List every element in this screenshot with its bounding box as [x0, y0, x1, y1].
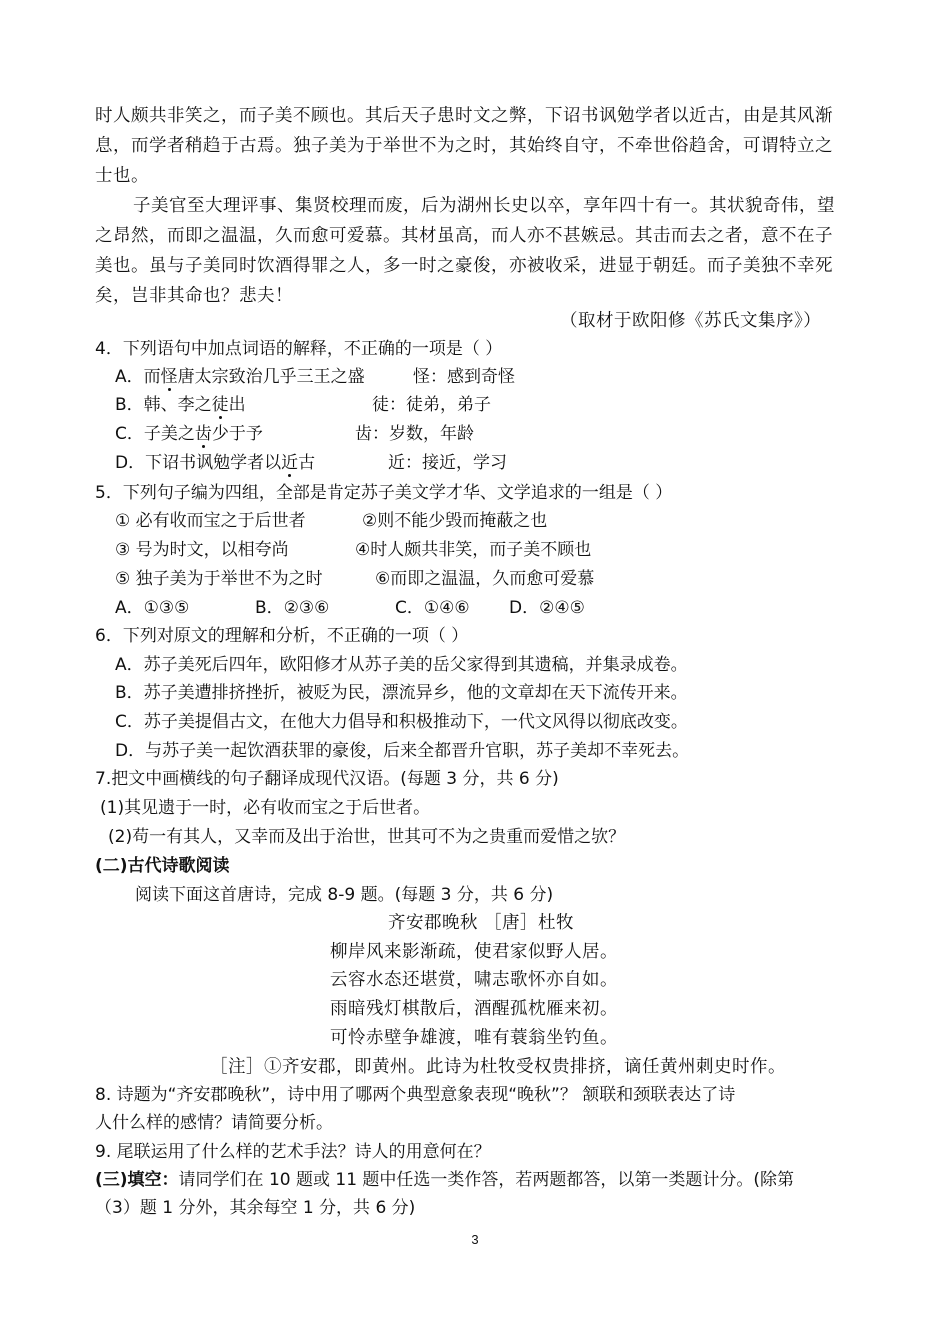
passage-line: 子美官至大理评事、集贤校理而废，后为湖州长史以卒，享年四十有一。其状貌奇伟，望: [133, 196, 835, 216]
q4-option-a: A．而怪唐太宗致治几乎三王之盛: [115, 367, 365, 387]
q4-option-d-explanation: 近：接近，学习: [388, 453, 507, 473]
q6-option-a: A．苏子美死后四年，欧阳修才从苏子美的岳父家得到其遗稿，并集录成卷。: [115, 655, 688, 675]
question-6-stem: 6．下列对原文的理解和分析，不正确的一项（ ）: [95, 626, 469, 646]
passage-line: 士也。: [95, 166, 149, 186]
q7-sentence-2: (2)苟一有其人，又幸而及出于治世，世其可不为之贵重而爱惜之欤？: [108, 827, 626, 847]
q5-item: ⑤ 独子美为于举世不为之时: [115, 569, 323, 589]
question-4-stem: 4．下列语句中加点词语的解释，不正确的一项是（ ）: [95, 339, 503, 359]
q4-option-d: D．下诏书讽勉学者以近古: [115, 453, 316, 473]
poem-line: 云容水态还堪赏，啸志歌怀亦自如。: [330, 970, 618, 990]
q5-item: ②则不能少毁而掩蔽之也: [362, 511, 548, 531]
q7-sentence-1: (1)其见遗于一时，必有收而宝之于后世者。: [100, 798, 431, 818]
section-3-heading: (三)填空：: [95, 1170, 179, 1190]
q6-option-b: B．苏子美遭排挤挫折，被贬为民，漂流异乡，他的文章却在天下流传开来。: [115, 683, 688, 703]
q5-item: ③ 号为时文，以相夸尚: [115, 540, 289, 560]
q5-option-c: C．①④⑥: [395, 598, 470, 618]
poem-line: 雨暗残灯棋散后，酒醒孤枕雁来初。: [330, 999, 618, 1019]
q5-option-a: A．①③⑤: [115, 598, 190, 618]
poem-line: 可怜赤壁争雄渡，唯有蓑翁坐钓鱼。: [330, 1028, 618, 1048]
q4-option-a-explanation: 怪：感到奇怪: [413, 367, 515, 387]
section-3-line: （3）题 1 分外，其余每空 1 分，共 6 分): [95, 1198, 416, 1218]
q5-item: ① 必有收而宝之于后世者: [115, 511, 306, 531]
question-8-line: 8. 诗题为“齐安郡晚秋”，诗中用了哪两个典型意象表现“晚秋”？ 颔联和颈联表达了诗: [95, 1085, 736, 1105]
section-2-heading: (二)古代诗歌阅读: [95, 856, 230, 876]
q4-option-b-explanation: 徒：徒弟，弟子: [372, 395, 491, 415]
q6-option-c: C．苏子美提倡古文，在他大力倡导和积极推动下，一代文风得以彻底改变。: [115, 712, 688, 732]
passage-line: 息，而学者稍趋于古焉。独子美为于举世不为之时，其始终自守，不牵世俗趋舍，可谓特立之: [95, 136, 833, 156]
q4-option-c-explanation: 齿：岁数，年龄: [355, 424, 474, 444]
question-8-line: 人什么样的感情？请简要分析。: [95, 1113, 333, 1133]
q4-option-c: C．子美之齿少于予: [115, 424, 263, 444]
section-3-line: (三)填空：请同学们在 10 题或 11 题中任选一类作答，若两题都答，以第一类题计分。(除第: [95, 1170, 795, 1190]
page-number: 3: [471, 1232, 479, 1247]
q5-option-d: D．②④⑤: [509, 598, 585, 618]
question-5-stem: 5．下列句子编为四组，全部是肯定苏子美文学才华、文学追求的一组是（ ）: [95, 483, 673, 503]
q5-item: ④时人颇共非笑，而子美不顾也: [355, 540, 592, 560]
question-7-stem: 7.把文中画横线的句子翻译成现代汉语。(每题 3 分，共 6 分): [95, 769, 559, 789]
section-2-intro: 阅读下面这首唐诗，完成 8-9 题。(每题 3 分，共 6 分): [135, 885, 554, 905]
q5-item: ⑥而即之温温，久而愈可爱慕: [375, 569, 595, 589]
q5-option-b: B．②③⑥: [255, 598, 330, 618]
passage-line: 时人颇共非笑之，而子美不顾也。其后天子患时文之弊，下诏书讽勉学者以近古，由是其风渐: [95, 106, 833, 126]
poem-line: 柳岸风来影渐疏，使君家似野人居。: [330, 942, 618, 962]
question-9-line: 9. 尾联运用了什么样的艺术手法？诗人的用意何在？: [95, 1142, 491, 1162]
poem-note: ［注］①齐安郡，即黄州。此诗为杜牧受权贵排挤，谪任黄州刺史时作。: [210, 1057, 786, 1077]
passage-line: 矣，岂非其命也？悲夫！: [95, 286, 293, 306]
passage-line: 之昂然，而即之温温，久而愈可爱慕。其材虽高，而人亦不甚嫉忌。其击而去之者，意不在子: [95, 226, 833, 246]
q6-option-d: D．与苏子美一起饮酒获罪的豪俊，后来全都晋升官职，苏子美却不幸死去。: [115, 741, 690, 761]
poem-title: 齐安郡晚秋 ［唐］杜牧: [388, 913, 575, 933]
passage-line: 美也。虽与子美同时饮酒得罪之人，多一时之豪俊，亦被收采，进显于朝廷。而子美独不幸死: [95, 256, 833, 276]
passage-source: （取材于欧阳修《苏氏文集序》）: [560, 311, 822, 331]
q4-option-b: B．韩、李之徒出: [115, 395, 246, 415]
